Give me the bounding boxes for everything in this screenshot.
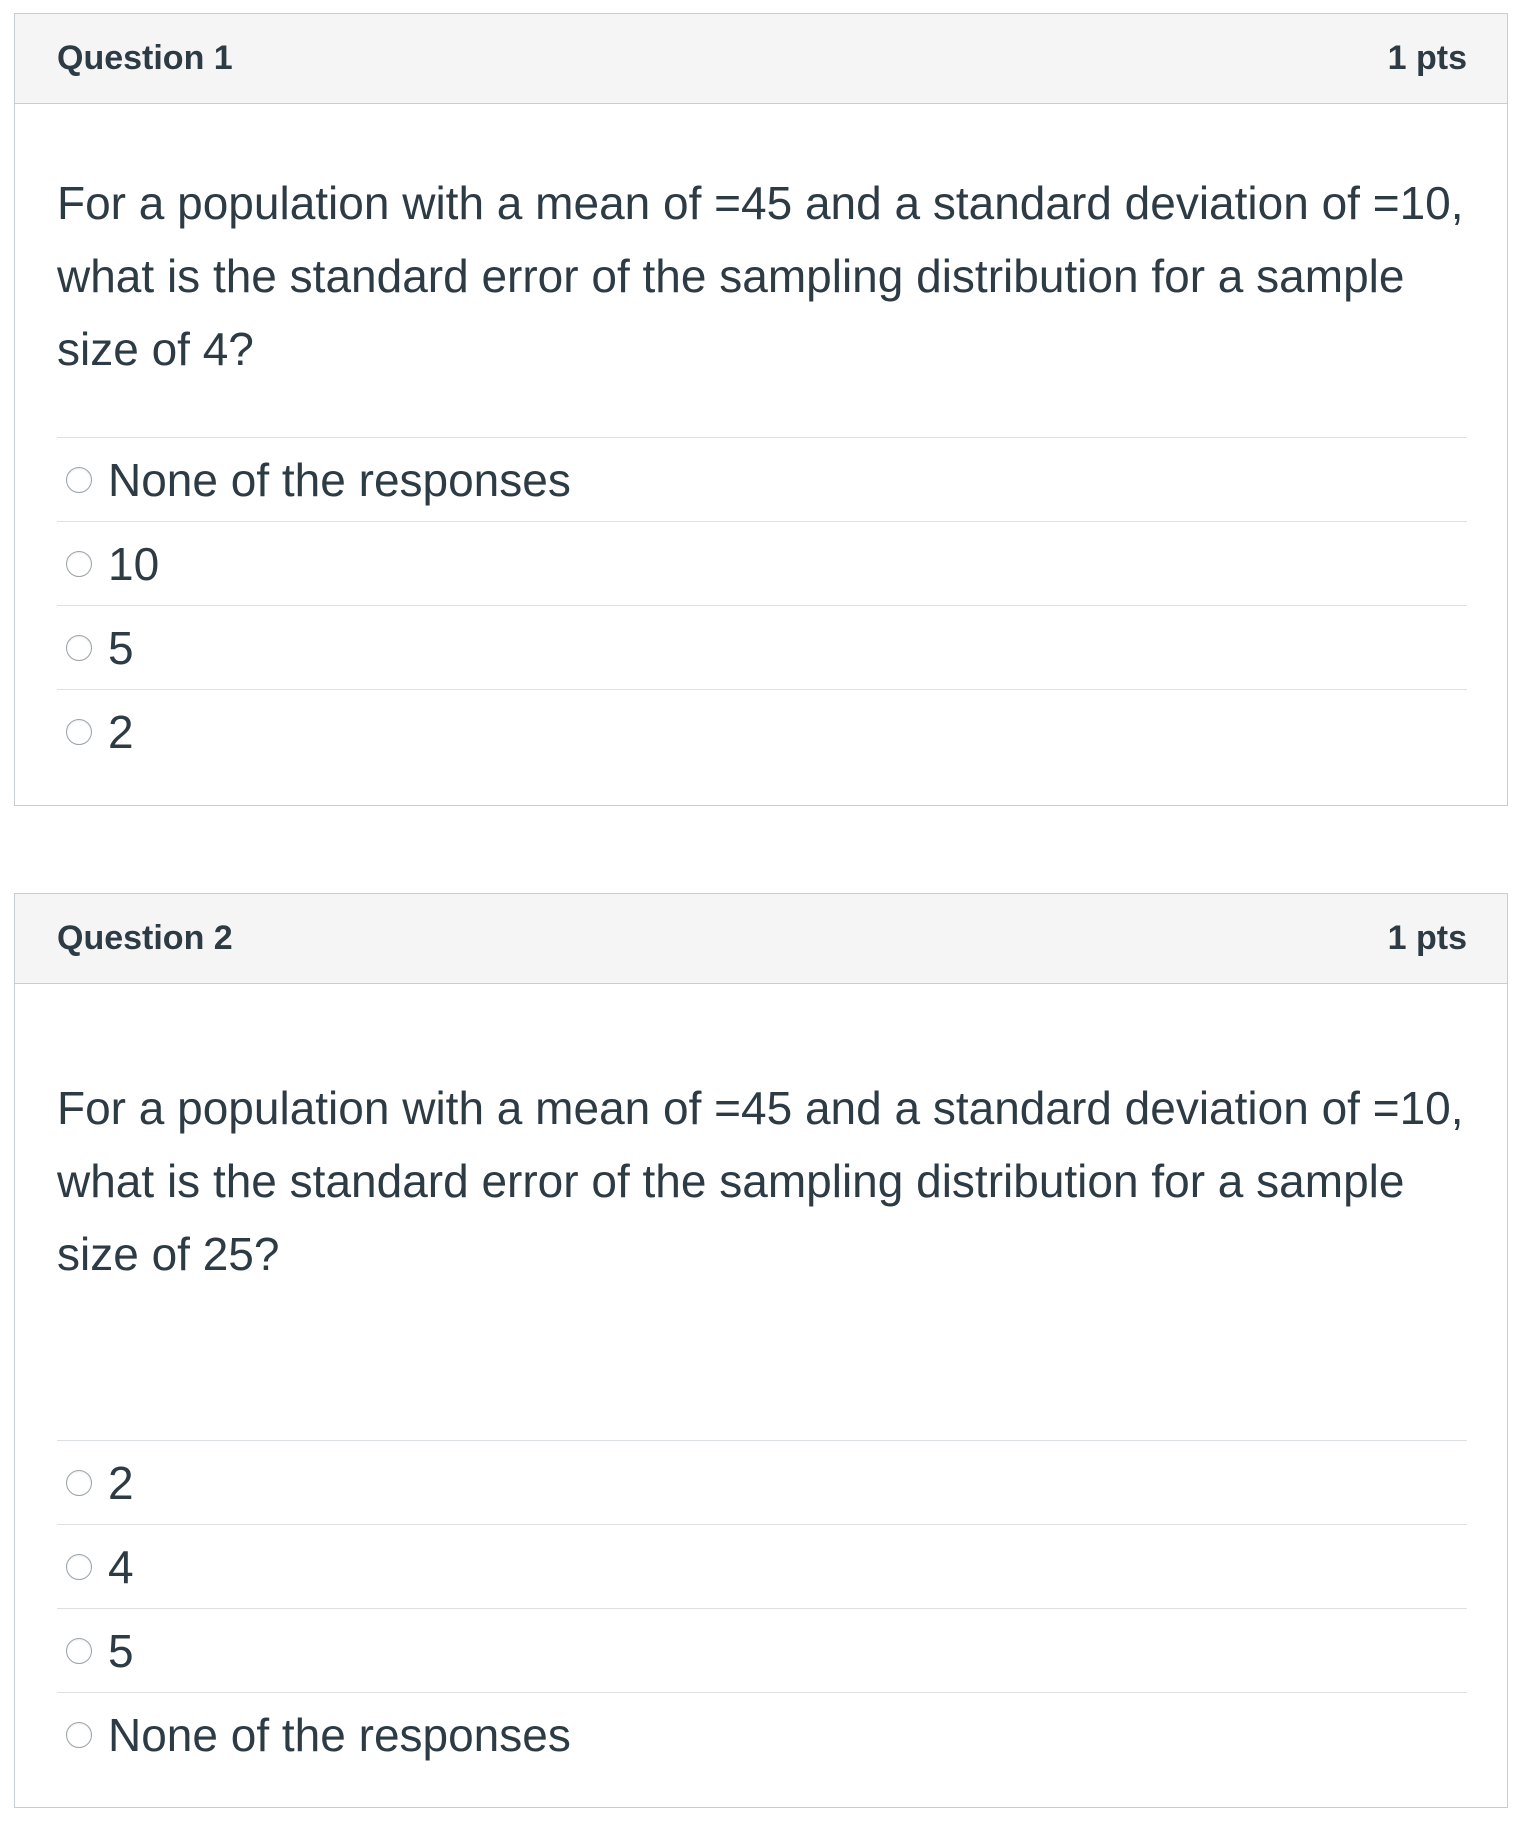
question-body [15,984,1507,1776]
answer-option[interactable] [57,437,1467,521]
radio-button-icon[interactable] [66,1638,92,1664]
radio-button-icon[interactable] [66,719,92,745]
answer-option[interactable] [57,1440,1467,1524]
question-title: Question 2 [57,919,233,957]
question-header [15,14,1507,104]
radio-button-icon[interactable] [66,467,92,493]
question-points: 1 pts [1387,39,1467,77]
radio-button-icon[interactable] [66,1554,92,1580]
question-text: For a population with a mean of =45 and a standard deviation of =10, what is the standard error of the sampling distribution for a sample size of 4? [57,177,1464,375]
radio-button-icon[interactable] [66,1722,92,1748]
answer-list [57,1440,1467,1776]
answer-option[interactable] [57,605,1467,689]
answer-label[interactable]: None of the responses [108,453,571,506]
answer-label[interactable]: 5 [108,1624,134,1677]
question-title: Question 1 [57,39,233,77]
answer-label[interactable]: 10 [108,537,160,590]
answer-list [57,437,1467,773]
answer-label[interactable]: 5 [108,621,134,674]
answer-option[interactable] [57,521,1467,605]
answer-option[interactable] [57,689,1467,773]
question-points: 1 pts [1387,919,1467,957]
answer-label[interactable]: None of the responses [108,1708,571,1761]
answer-label[interactable]: 2 [108,1456,134,1509]
question-card-2 [14,893,1508,1808]
radio-button-icon[interactable] [66,635,92,661]
answer-label[interactable]: 4 [108,1540,134,1593]
answer-option[interactable] [57,1524,1467,1608]
question-card-1 [14,13,1508,806]
answer-label[interactable]: 2 [108,705,134,758]
question-text: For a population with a mean of =45 and a standard deviation of =10, what is the standard error of the sampling distribution for a sample size of 25? [57,1082,1464,1280]
question-body [15,104,1507,773]
question-header [15,894,1507,984]
radio-button-icon[interactable] [66,1470,92,1496]
answer-option[interactable] [57,1692,1467,1776]
radio-button-icon[interactable] [66,551,92,577]
answer-option[interactable] [57,1608,1467,1692]
